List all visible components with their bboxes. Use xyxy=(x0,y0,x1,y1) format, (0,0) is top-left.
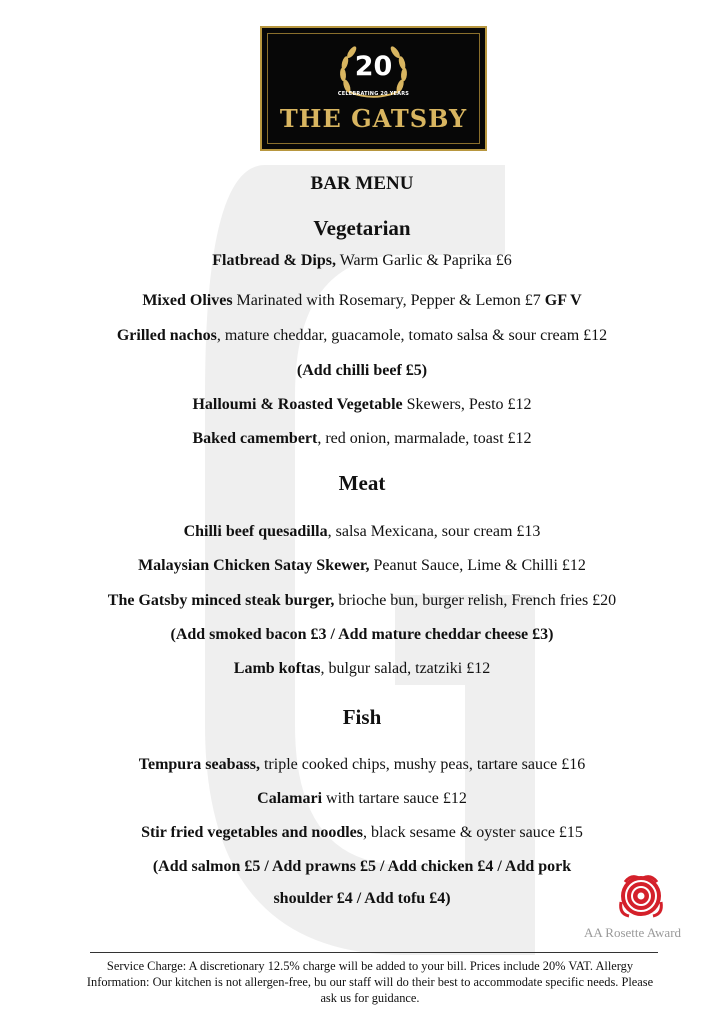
menu-item: Grilled nachos, mature cheddar, guacamole, tomato salsa & sour cream £12 xyxy=(116,327,608,344)
footer-line: ask us for guidance. xyxy=(320,991,420,1005)
menu-item: Baked camembert, red onion, marmalade, toast £12 xyxy=(192,430,532,447)
footer-line: Service Charge: A discretionary 12.5% charge will be added to your bill. Prices include 20% VAT. Allergy xyxy=(106,959,634,973)
section-heading-meat: Meat xyxy=(338,471,386,495)
menu-item: Tempura seabass, triple cooked chips, mushy peas, tartare sauce £16 xyxy=(138,756,586,773)
menu-item: The Gatsby minced steak burger, brioche bun, burger relish, French fries £20 xyxy=(107,592,617,609)
logo-anniversary-number: 20 xyxy=(354,51,393,82)
menu-item: Stir fried vegetables and noodles, black sesame & oyster sauce £15 xyxy=(141,824,583,841)
rosette-icon xyxy=(617,872,665,922)
section-heading-vegetarian: Vegetarian xyxy=(313,216,411,240)
section-heading-fish: Fish xyxy=(342,705,382,729)
menu-item-addon: shoulder £4 / Add tofu £4) xyxy=(273,890,451,907)
footer-line: Information: Our kitchen is not allergen-free, bu our staff will do their best to accommodate specific needs. Please xyxy=(86,975,654,989)
menu-item-addon: (Add chilli beef £5) xyxy=(296,362,428,379)
gatsby-logo xyxy=(260,26,487,151)
logo-tagline: CELEBRATING 20 YEARS xyxy=(337,91,410,97)
menu-item: Lamb koftas, bulgur salad, tzatziki £12 xyxy=(233,660,491,677)
menu-item: Halloumi & Roasted Vegetable Skewers, Pesto £12 xyxy=(192,396,532,413)
menu-item-addon: (Add smoked bacon £3 / Add mature cheddar cheese £3) xyxy=(170,626,554,643)
menu-item: Flatbread & Dips, Warm Garlic & Paprika £6 xyxy=(212,252,512,269)
menu-title: BAR MENU xyxy=(310,173,414,194)
award-label: AA Rosette Award xyxy=(584,925,682,940)
menu-item-addon: (Add salmon £5 / Add prawns £5 / Add chicken £4 / Add pork xyxy=(152,858,572,875)
footer-divider xyxy=(90,952,658,953)
menu-item: Mixed Olives Marinated with Rosemary, Pepper & Lemon £7 GF V xyxy=(142,292,582,309)
logo-name: THE GATSBY xyxy=(279,104,468,133)
footer-notice xyxy=(60,958,680,1006)
menu-item: Chilli beef quesadilla, salsa Mexicana, sour cream £13 xyxy=(183,523,541,540)
menu-item: Malaysian Chicken Satay Skewer, Peanut Sauce, Lime & Chilli £12 xyxy=(138,557,586,574)
menu-item: Calamari with tartare sauce £12 xyxy=(257,790,467,807)
